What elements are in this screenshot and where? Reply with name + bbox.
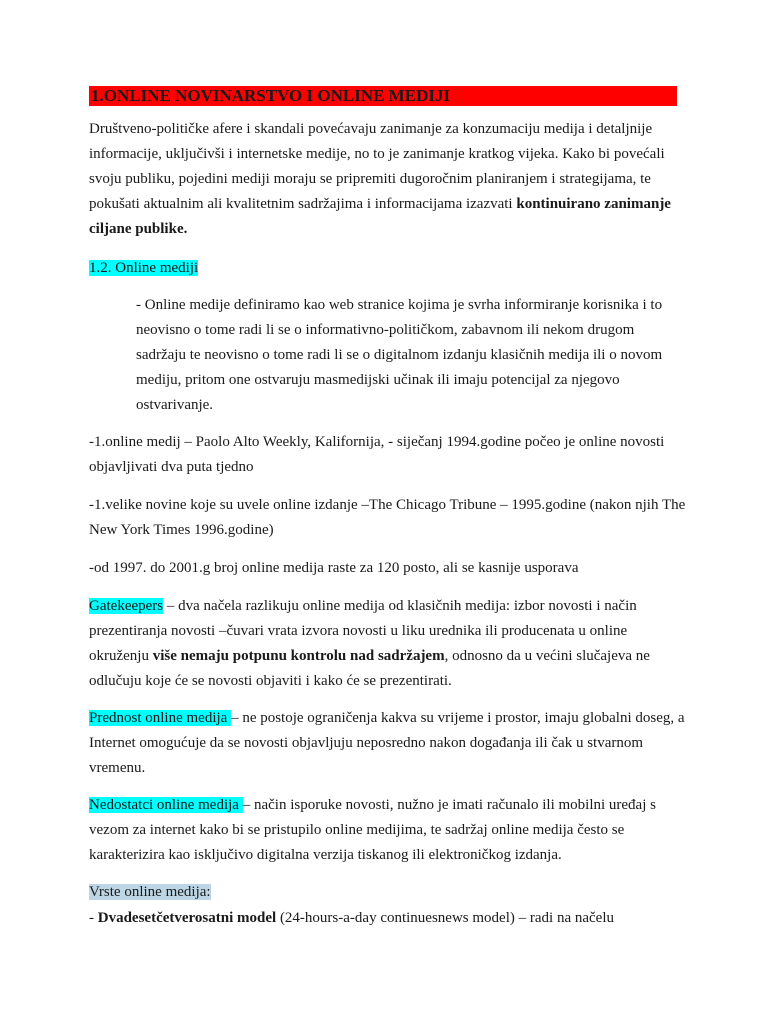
gatekeepers-bold: više nemaju potpunu kontrolu nad sadržajem xyxy=(152,648,445,664)
disadvantage-paragraph xyxy=(89,793,689,868)
gatekeepers-text2: , odnosno da u većini slučajeva ne odlučuju koje će se novosti objaviti i kako će se prezentirati. xyxy=(89,648,650,689)
section-heading-paragraph xyxy=(89,256,689,281)
document-title: 1.ONLINE NOVINARSTVO I ONLINE MEDIJI xyxy=(89,86,677,106)
fact-first-big-newspaper: -1.velike novine koje su uvele online izdanje –The Chicago Tribune – 1995.godine (nakon njih The New York Times 1996.godine) xyxy=(89,497,686,538)
fact-first-online-medium: -1.online medij – Paolo Alto Weekly, Kalifornija, - siječanj 1994.godine počeo je online novosti objavljivati dva puta tjedno xyxy=(89,434,665,475)
definition-paragraph: - Online medije definiramo kao web stranice kojima je svrha informiranje korisnika i to neovisno o tome radi li se o informativno-političkom, zabavnom ili nekom drugom sadržaju te neovisno o tome radi li se o digitalnom izdanju klasičnih medija ili o novom mediju, pritom one ostvaruju masmedijski učinak ili imaju potencijal za njegovo ostvarivanje. xyxy=(136,297,663,413)
disadvantage-text: – način isporuke novosti, nužno je imati računalo ili mobilni uređaj s vezom za internet kako bi se pristupilo online medijima, te sadržaj online medija često se karakterizira kao isključivo digitalna verzija tiskanog ili elektroničkog izdanja. xyxy=(89,797,656,863)
section-heading: 1.2. Online mediji xyxy=(89,260,199,276)
advantage-text: – ne postoje ograničenja kakva su vrijeme i prostor, imaju globalni doseg, a Internet omogućuje da se novosti objavljuju neposredno nakon događanja ili čak u stvarnom vremenu. xyxy=(89,710,685,776)
gatekeepers-label: Gatekeepers xyxy=(89,598,164,614)
fact-growth: -od 1997. do 2001.g broj online medija raste za 120 posto, ali se kasnije usporava xyxy=(89,560,579,576)
types-item-bold: Dvadesetčetverosatni model xyxy=(97,910,277,926)
disadvantage-label: Nedostatci online medija xyxy=(89,797,243,813)
intro-paragraph xyxy=(89,117,689,242)
types-heading: Vrste online medija: xyxy=(89,884,211,900)
intro-bold: kontinuirano zanimanje ciljane publike. xyxy=(89,196,671,237)
advantage-label: Prednost online medija xyxy=(89,710,232,726)
types-item-dash: - xyxy=(89,910,98,926)
advantage-paragraph xyxy=(89,706,689,781)
gatekeepers-text1: – dva načela razlikuju online medija od klasičnih medija: izbor novosti i način prezentiranja novosti –čuvari vrata izvora novosti u liku urednika ili producenata u online okruženju xyxy=(89,598,637,664)
intro-text: Društveno-političke afere i skandali povećavaju zanimanje za konzumaciju medija i detaljnije informacije, uključivši i internetske medije, no to je zanimanje kratkog vijeka. Kako bi povećali svoju publiku, pojedini mediji moraju se pripremiti dugoročnim planiranjem i strategijama, te pokušati aktualnim ali kvalitetnim sadržajima i informacijama izazvati xyxy=(89,121,665,212)
types-heading-paragraph xyxy=(89,880,689,905)
types-item-text: (24-hours-a-day continuesnews model) – radi na načelu xyxy=(276,910,614,926)
gatekeepers-paragraph xyxy=(89,594,689,694)
types-item-paragraph xyxy=(89,906,689,931)
